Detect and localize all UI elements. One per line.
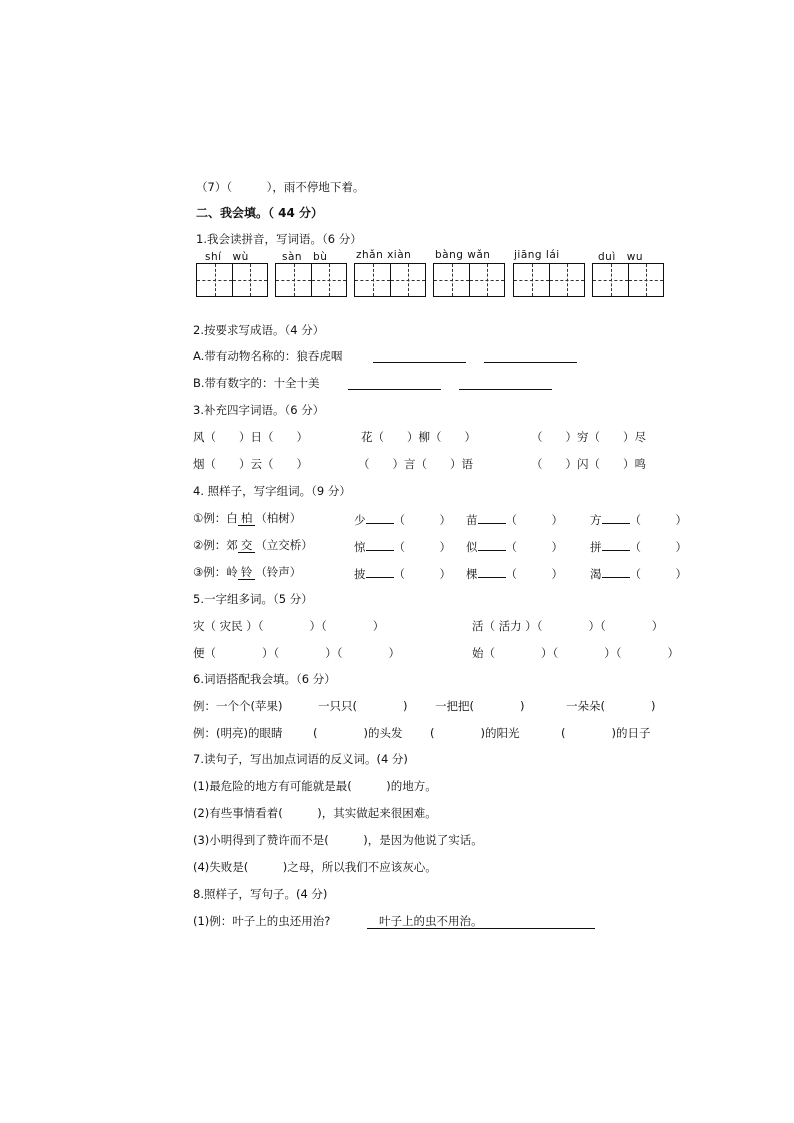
q8-example-label: (1)例：叶子上的虫还用治? xyxy=(193,914,331,928)
q6-r1-item[interactable]: 一把把( ) xyxy=(435,699,525,713)
q6-r2-item[interactable]: ( )的日子 xyxy=(561,726,651,740)
pinyin-1: shí wù xyxy=(205,251,249,263)
pinyin-4: bàng wǎn xyxy=(435,249,491,261)
q4-item[interactable]: 苗 （ ） xyxy=(466,513,563,527)
q7-title: 7.读句子，写出加点词语的反义词。(4 分) xyxy=(193,752,408,766)
q2-b-label: B.带有数字的：十全十美 xyxy=(193,376,320,390)
writing-grid-3[interactable] xyxy=(354,263,426,297)
q3-r1-c2[interactable]: 花（ ）柳（ ） xyxy=(361,430,476,444)
q4-title: 4. 照样子，写字组词。（9 分） xyxy=(193,484,351,498)
q4-prefix: ①例：白 xyxy=(193,511,238,525)
q4-row xyxy=(193,511,301,525)
q4-example-word: （铃声） xyxy=(255,565,302,579)
q2-title: 2.按要求写成语。（4 分） xyxy=(193,323,325,337)
q2-a-blank-1[interactable] xyxy=(373,350,466,363)
q4-item[interactable]: 渴 （ ） xyxy=(590,567,687,581)
writing-grid-6[interactable] xyxy=(592,263,664,297)
writing-grid-5[interactable] xyxy=(513,263,585,297)
section2-title: 二、我会填。（ 44 分） xyxy=(196,206,324,220)
q4-example-word: （柏树） xyxy=(255,511,302,525)
q4-item[interactable]: 方 （ ） xyxy=(590,513,687,527)
q4-example-answer: 交 xyxy=(238,538,256,553)
q5-row2-right[interactable]: 始（ ）（ ）（ ） xyxy=(472,646,679,660)
q4-row xyxy=(193,565,301,579)
q4-item[interactable]: 少 （ ） xyxy=(354,513,451,527)
q6-r1-item[interactable]: 一朵朵( ) xyxy=(566,699,656,713)
q2-a-label: A.带有动物名称的：狼吞虎咽 xyxy=(193,349,343,363)
q4-item[interactable]: 棵 （ ） xyxy=(466,567,563,581)
q4-example-word: （立交桥） xyxy=(255,538,313,552)
q4-example-answer: 柏 xyxy=(238,511,256,526)
q7-sentence-1[interactable]: (1)最危险的地方有可能就是最( )的地方。 xyxy=(193,779,437,793)
q4-item[interactable]: 披 （ ） xyxy=(354,567,451,581)
writing-grid-2[interactable] xyxy=(275,263,347,297)
writing-grid-4[interactable] xyxy=(433,263,505,297)
q1-title: 1.我会读拼音，写词语。（6 分） xyxy=(196,232,362,246)
q5-row2-left[interactable]: 便（ ）（ ）（ ） xyxy=(193,646,400,660)
q4-example-answer: 铃 xyxy=(238,565,256,580)
pinyin-6: duì wu xyxy=(598,251,643,263)
q2-b-blank-2[interactable] xyxy=(459,377,552,390)
q4-item[interactable]: 似 （ ） xyxy=(466,540,563,554)
q6-r2-item[interactable]: ( )的头发 xyxy=(313,726,403,740)
q2-b-blank-1[interactable] xyxy=(348,377,441,390)
q6-r1-example: 例：一个个(苹果) xyxy=(193,699,283,713)
pinyin-5: jiāng lái xyxy=(514,249,560,261)
q6-title: 6.词语搭配我会填。（6 分） xyxy=(193,672,336,686)
q7-prev-line: （7）（ ），雨不停地下着。 xyxy=(196,180,365,194)
q7-sentence-4[interactable]: (4)失败是( )之母，所以我们不应该灰心。 xyxy=(193,860,437,874)
q5-row1-left[interactable]: 灾（ 灾民 ）（ ）（ ） xyxy=(193,619,385,633)
pinyin-3: zhǎn xiàn xyxy=(356,249,412,261)
q2-a-blank-2[interactable] xyxy=(484,350,577,363)
q3-r1-c3[interactable]: （ ）穷（ ）尽 xyxy=(531,430,646,444)
q6-r2-item[interactable]: ( )的阳光 xyxy=(430,726,520,740)
q8-example-answer: 叶子上的虫不用治。 xyxy=(367,914,595,929)
q4-item[interactable]: 拼 （ ） xyxy=(590,540,687,554)
q3-title: 3.补充四字词语。（6 分） xyxy=(193,403,325,417)
q3-r2-c3[interactable]: （ ）闪（ ）鸣 xyxy=(531,457,646,471)
q4-prefix: ③例：岭 xyxy=(193,565,238,579)
q8-title: 8.照样子，写句子。(4 分) xyxy=(193,887,328,901)
q5-title: 5.一字组多词。（5 分） xyxy=(193,592,313,606)
q6-r2-example: 例：(明亮)的眼睛 xyxy=(193,726,283,740)
q6-r1-item[interactable]: 一只只( ) xyxy=(318,699,408,713)
q3-r2-c1[interactable]: 烟（ ）云（ ） xyxy=(193,457,308,471)
q4-row xyxy=(193,538,313,552)
writing-grid-1[interactable] xyxy=(196,263,268,297)
q4-item[interactable]: 惊 （ ） xyxy=(354,540,451,554)
pinyin-2: sàn bù xyxy=(282,251,328,263)
q3-r2-c2[interactable]: （ ）言（ ）语 xyxy=(358,457,473,471)
q5-row1-right[interactable]: 活（ 活力 ）（ ）（ ） xyxy=(472,619,664,633)
q4-prefix: ②例：郊 xyxy=(193,538,238,552)
q7-sentence-2[interactable]: (2)有些事情看着( )，其实做起来很困难。 xyxy=(193,806,437,820)
q3-r1-c1[interactable]: 风（ ）日（ ） xyxy=(193,430,308,444)
q7-sentence-3[interactable]: (3)小明得到了赞许而不是( )，是因为他说了实话。 xyxy=(193,833,483,847)
